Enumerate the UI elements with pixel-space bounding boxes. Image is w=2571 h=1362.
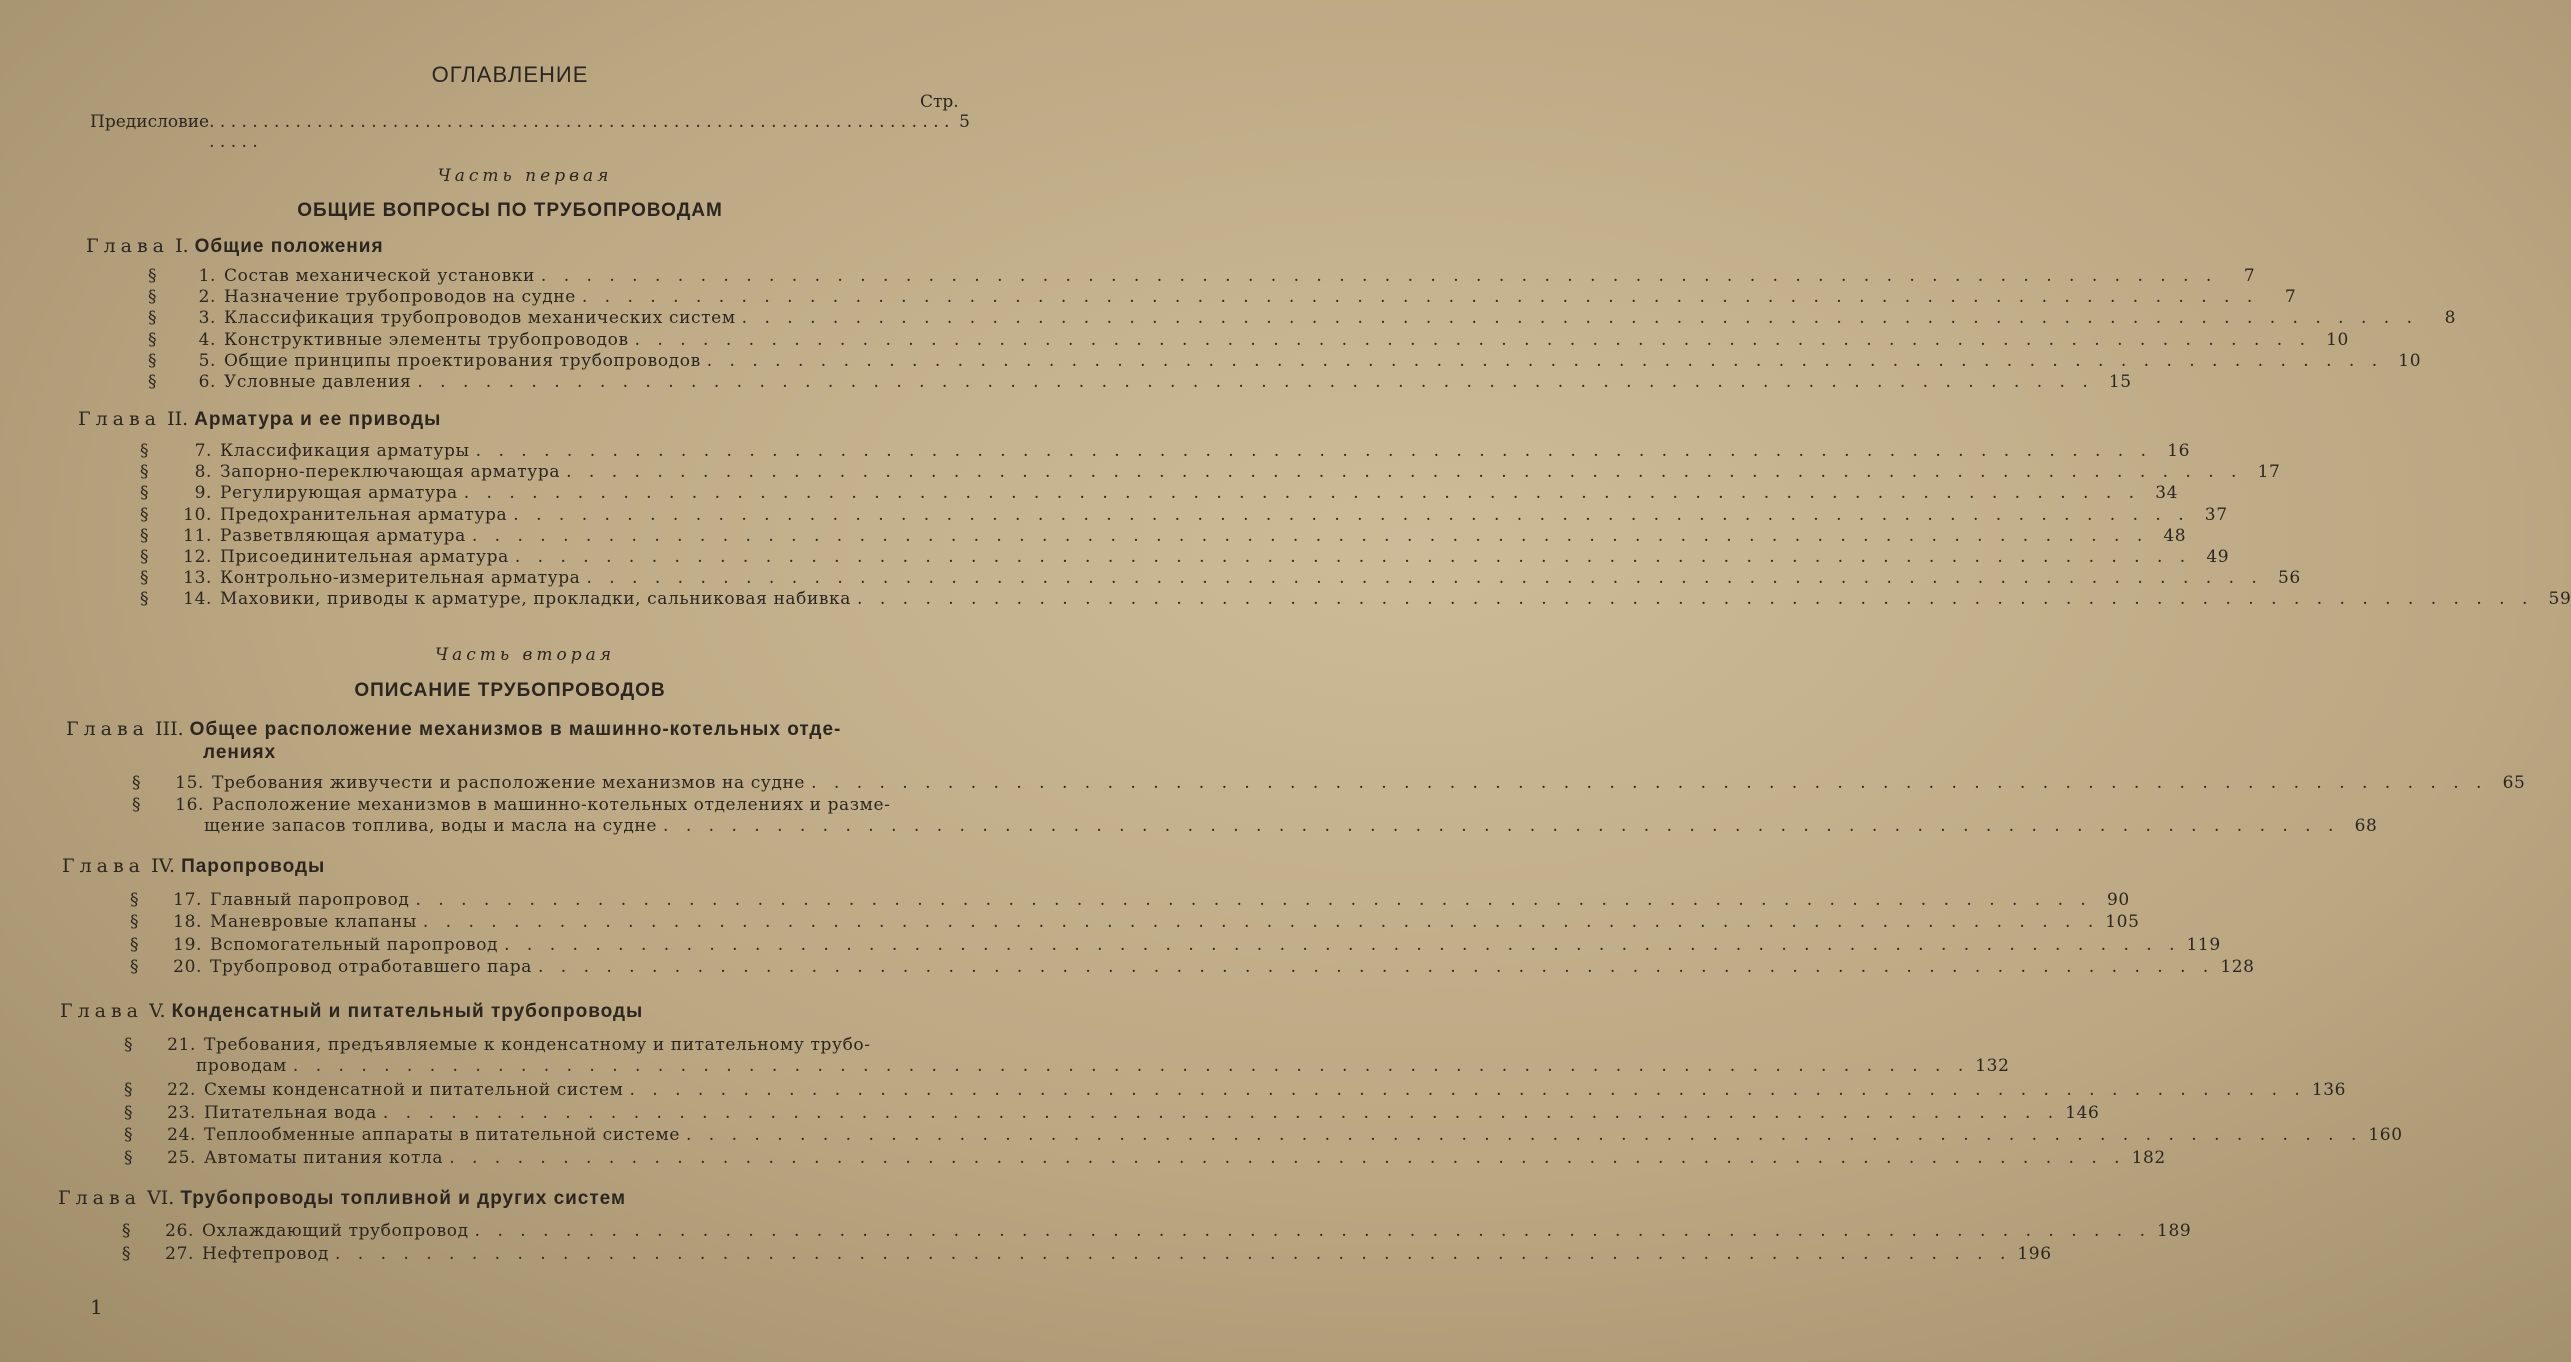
entry-number: 5.	[198, 350, 216, 371]
entry-number: 8.	[194, 462, 212, 483]
entry-text: Регулирующая арматура	[220, 483, 458, 504]
entry-number: 12.	[183, 547, 212, 567]
section-symbol: §	[132, 794, 142, 815]
toc-entry	[148, 287, 2297, 308]
leader-dots: . . . . . . . . . . . . . . . . . . . . . . . . . . . . . . . . . . . . . . . . . . . . . . . . . . . . . . . . . . . . . . . . . . . . . . . . . .	[741, 308, 2419, 329]
entry-text: Автоматы питания котла	[204, 1147, 444, 1168]
section-symbol: §	[124, 1080, 134, 1100]
entry-number: 6.	[198, 372, 216, 392]
entry-text: Маховики, приводы к арматуре, прокладки, сальниковая набивка	[220, 589, 852, 610]
page-title: ОГЛАВЛЕНИЕ	[431, 62, 589, 87]
entry-text: Классификация арматуры	[220, 441, 470, 461]
section-symbol: §	[140, 441, 150, 461]
section-symbol: §	[130, 934, 140, 955]
leader-dots: . . . . . . . . . . . . . . . . . . . . . . . . . . . . . . . . . . . . . . . . . . . . . . . . . . . . . . . . . . . . . . . . . . . . . . . . . .	[581, 287, 2259, 308]
entry-number: 18.	[173, 912, 202, 933]
toc-entry	[124, 1102, 2100, 1124]
entry-page: 105	[2105, 912, 2140, 933]
entry-page: 15	[2108, 372, 2132, 392]
entry-line	[132, 815, 2378, 837]
entry-text: Теплообменные аппараты в питательной системе	[204, 1125, 680, 1145]
section-symbol: §	[124, 1035, 134, 1055]
part-heading: ОБЩИЕ ВОПРОСЫ ПО ТРУБОПРОВОДАМ	[297, 200, 723, 221]
entry-number: 9.	[194, 483, 212, 504]
entry-page: 136	[2311, 1080, 2347, 1100]
entry-number: 10.	[183, 504, 212, 525]
chapter-word: Глава	[58, 1187, 142, 1209]
entry-page: 5	[959, 112, 970, 132]
entry-text: Трубопровод отработавшего пара	[210, 956, 532, 977]
section-symbol: §	[140, 483, 150, 504]
entry-page: 196	[2017, 1243, 2052, 1264]
entry-text: Предисловие	[90, 112, 210, 132]
section-symbol: §	[148, 308, 158, 329]
leader-dots: . . . . . . . . . . . . . . . . . . . . . . . . . . . . . . . . . . . . . . . . . . . . . . . . . . . . . . . . . . . . . . . . . . . . . . . . . .	[382, 1102, 2060, 1123]
toc-entry	[132, 773, 2526, 794]
entry-number: 2.	[198, 287, 216, 308]
entry-text: Общие принципы проектирования трубопроводов	[224, 350, 701, 371]
leader-dots: . . . . . . . . . . . . . . . . . . . . . . . . . . . . . . . . . . . . . . . . . . . . . . . . . . . . . . . . . . . . . . . . . . . . . . . . . .	[209, 112, 950, 152]
leader-dots: . . . . . . . . . . . . . . . . . . . . . . . . . . . . . . . . . . . . . . . . . . . . . . . . . . . . . . . . . . . . . . . . . . . . . . . . . .	[811, 773, 2488, 793]
section-symbol: §	[130, 912, 140, 933]
chapter-word: Глава	[66, 718, 150, 740]
entry-number: 13.	[183, 568, 212, 589]
entry-number: 26.	[165, 1221, 194, 1241]
chapter-heading	[78, 408, 441, 431]
chapter-name-continued: лениях	[203, 742, 277, 763]
toc-entry	[130, 956, 2255, 978]
entry-text-continued: щение запасов топлива, воды и масла на судне	[204, 815, 658, 836]
entry-number: 23.	[167, 1102, 196, 1123]
toc-entry-preface	[90, 112, 970, 152]
section-symbol: §	[122, 1243, 132, 1264]
chapter-number: I.	[175, 235, 189, 257]
section-symbol: §	[130, 956, 140, 977]
entry-number: 15.	[175, 773, 204, 793]
entry-page: 7	[2284, 287, 2297, 308]
leader-dots: . . . . . . . . . . . . . . . . . . . . . . . . . . . . . . . . . . . . . . . . . . . . . . . . . . . . . . . . . . . . . . . . . . . . . . . . . .	[566, 462, 2243, 483]
chapter-heading	[62, 855, 325, 878]
entry-page: 160	[2368, 1125, 2403, 1145]
toc-entry	[148, 329, 2349, 351]
section-symbol: §	[132, 773, 142, 793]
chapter-name: Паропроводы	[181, 856, 326, 877]
entry-text: Запорно-переключающая арматура	[220, 462, 561, 483]
section-symbol: §	[140, 589, 150, 610]
page-column-label: Стр.	[920, 92, 959, 112]
entry-text: Присоединительная арматура	[220, 547, 509, 567]
entry-text: Расположение механизмов в машинно-котельных отделениях и разме-	[212, 794, 891, 815]
chapter-word: Глава	[60, 1000, 144, 1022]
entry-number: 16.	[175, 794, 204, 815]
entry-page: 8	[2444, 308, 2457, 329]
toc-entry	[140, 568, 2301, 589]
entry-page: 132	[1975, 1056, 2010, 1076]
leader-dots: . . . . . . . . . . . . . . . . . . . . . . . . . . . . . . . . . . . . . . . . . . . . . . . . . . . . . . . . . . . . . . . . . . . . . . . . . .	[417, 372, 2094, 392]
chapter-number: III.	[155, 718, 184, 740]
entry-number: 17.	[173, 890, 202, 910]
leader-dots: . . . . . . . . . . . . . . . . . . . . . . . . . . . . . . . . . . . . . . . . . . . . . . . . . . . . . . . . . . . . . . . . . . . . . . . . . .	[474, 1221, 2152, 1241]
toc-entry	[140, 547, 2230, 568]
leader-dots: . . . . . . . . . . . . . . . . . . . . . . . . . . . . . . . . . . . . . . . . . . . . . . . . . . . . . . . . . . . . . . . . . . . . . . . . . .	[537, 956, 2215, 977]
entry-page: 7	[2243, 266, 2256, 286]
leader-dots: . . . . . . . . . . . . . . . . . . . . . . . . . . . . . . . . . . . . . . . . . . . . . . . . . . . . . . . . . . . . . . . . . . . . . . . . . .	[475, 441, 2153, 461]
chapter-heading	[66, 718, 946, 764]
section-symbol: §	[148, 372, 158, 392]
entry-text: Состав механической установки	[224, 266, 535, 286]
entry-number: 4.	[198, 329, 216, 350]
entry-text: Маневровые клапаны	[210, 912, 417, 933]
entry-text: Условные давления	[224, 372, 412, 392]
leader-dots: . . . . . . . . . . . . . . . . . . . . . . . . . . . . . . . . . . . . . . . . . . . . . . . . . . . . . . . . . . . . . . . . . . . . . . . . . .	[292, 1056, 1970, 1076]
section-symbol: §	[140, 525, 150, 546]
chapter-name: Общее расположение механизмов в машинно-котельных отде-	[189, 719, 842, 740]
toc-entry	[132, 794, 2378, 837]
toc-entry	[140, 589, 2571, 610]
entry-number: 21.	[167, 1035, 196, 1055]
leader-dots: . . . . . . . . . . . . . . . . . . . . . . . . . . . . . . . . . . . . . . . . . . . . . . . . . . . . . . . . . . . . . . . . . . . . . . . . . .	[504, 934, 2181, 955]
entry-text: Схемы конденсатной и питательной систем	[204, 1080, 624, 1100]
toc-entry	[122, 1221, 2192, 1242]
part-label: Часть первая	[437, 166, 613, 186]
entry-page: 34	[2155, 483, 2179, 504]
toc-entry	[122, 1243, 2052, 1265]
chapter-number: V.	[149, 1000, 166, 1022]
entry-text: Главный паропровод	[210, 890, 410, 910]
entry-page: 68	[2354, 815, 2378, 836]
entry-page: 49	[2206, 547, 2230, 567]
toc-entry	[140, 525, 2187, 547]
leader-dots: . . . . . . . . . . . . . . . . . . . . . . . . . . . . . . . . . . . . . . . . . . . . . . . . . . . . . . . . . . . . . . . . . . . . . . . . . .	[706, 350, 2384, 371]
chapter-number: IV.	[151, 855, 176, 877]
entry-text: Питательная вода	[204, 1102, 377, 1123]
toc-entry	[148, 350, 2422, 372]
toc-entry	[124, 1080, 2347, 1101]
entry-text: Разветвляющая арматура	[220, 525, 466, 546]
chapter-number: II.	[167, 408, 189, 430]
section-symbol: §	[148, 266, 158, 286]
chapter-name: Трубопроводы топливной и других систем	[180, 1188, 627, 1209]
entry-page: 146	[2065, 1102, 2100, 1123]
leader-dots: . . . . . . . . . . . . . . . . . . . . . . . . . . . . . . . . . . . . . . . . . . . . . . . . . . . . . . . . . . . . . . . . . . . . . . . . . .	[629, 1080, 2306, 1100]
leader-dots: . . . . . . . . . . . . . . . . . . . . . . . . . . . . . . . . . . . . . . . . . . . . . . . . . . . . . . . . . . . . . . . . . . . . . . . . . .	[463, 483, 2141, 504]
section-symbol: §	[130, 890, 140, 910]
leader-dots: . . . . . . . . . . . . . . . . . . . . . . . . . . . . . . . . . . . . . . . . . . . . . . . . . . . . . . . . . . . . . . . . . . . . . . . . . .	[634, 329, 2311, 350]
entry-line	[132, 795, 992, 816]
chapter-name: Арматура и ее приводы	[194, 409, 442, 430]
toc-entry	[140, 483, 2179, 504]
entry-page: 56	[2277, 568, 2301, 589]
leader-dots: . . . . . . . . . . . . . . . . . . . . . . . . . . . . . . . . . . . . . . . . . . . . . . . . . . . . . . . . . . . . . . . . . . . . . . . . . .	[663, 815, 2340, 836]
entry-text: Охлаждающий трубопровод	[202, 1221, 469, 1241]
entry-text: Назначение трубопроводов на судне	[224, 287, 576, 308]
entry-text: Требования, предъявляемые к конденсатному и питательному трубо-	[204, 1035, 871, 1055]
chapter-heading	[60, 1000, 643, 1023]
entry-text-continued: проводам	[196, 1056, 287, 1076]
entry-number: 24.	[167, 1125, 196, 1145]
section-symbol: §	[140, 547, 150, 567]
chapter-word: Глава	[86, 235, 170, 257]
entry-number: 1.	[198, 266, 216, 286]
entry-page: 90	[2107, 890, 2130, 910]
toc-entry	[130, 912, 2140, 933]
chapter-word: Глава	[78, 408, 162, 430]
chapter-heading	[58, 1187, 626, 1210]
part-label: Часть вторая	[434, 645, 616, 665]
leader-dots: . . . . . . . . . . . . . . . . . . . . . . . . . . . . . . . . . . . . . . . . . . . . . . . . . . . . . . . . . . . . . . . . . . . . . . . . . .	[471, 525, 2149, 546]
entry-number: 14.	[183, 589, 212, 610]
entry-line	[124, 1035, 1002, 1056]
entry-text: Предохранительная арматура	[220, 504, 508, 525]
section-symbol: §	[140, 568, 150, 589]
toc-entry	[124, 1035, 2010, 1077]
entry-number: 3.	[198, 308, 216, 329]
section-symbol: §	[124, 1125, 134, 1145]
toc-entry	[124, 1125, 2403, 1146]
entry-page: 16	[2167, 441, 2191, 461]
toc-entry	[148, 266, 2256, 287]
entry-page: 17	[2257, 462, 2281, 483]
leader-dots: . . . . . . . . . . . . . . . . . . . . . . . . . . . . . . . . . . . . . . . . . . . . . . . . . . . . . . . . . . . . . . . . . . . . . . . . . .	[586, 568, 2263, 589]
toc-entry	[130, 890, 2130, 911]
leader-dots: . . . . . . . . . . . . . . . . . . . . . . . . . . . . . . . . . . . . . . . . . . . . . . . . . . . . . . . . . . . . . . . . . . . . . . . . . .	[422, 912, 2100, 933]
chapter-heading	[86, 235, 384, 258]
chapter-number: VI.	[147, 1187, 175, 1209]
part-heading: ОПИСАНИЕ ТРУБОПРОВОДОВ	[354, 680, 666, 701]
leader-dots: . . . . . . . . . . . . . . . . . . . . . . . . . . . . . . . . . . . . . . . . . . . . . . . . . . . . . . . . . . . . . . . . . . . . . . . . . .	[415, 890, 2092, 910]
toc-entry	[124, 1147, 2166, 1169]
section-symbol: §	[124, 1102, 134, 1123]
toc-entry	[140, 462, 2281, 483]
entry-text: Классификация трубопроводов механических систем	[224, 308, 736, 329]
toc-entry	[148, 308, 2457, 329]
entry-page: 128	[2220, 956, 2255, 977]
entry-page: 189	[2157, 1221, 2192, 1241]
leader-dots: . . . . . . . . . . . . . . . . . . . . . . . . . . . . . . . . . . . . . . . . . . . . . . . . . . . . . . . . . . . . . . . . . . . . . . . . . .	[334, 1243, 2012, 1264]
section-symbol: §	[122, 1221, 132, 1241]
entry-line	[124, 1056, 2010, 1077]
leader-dots: . . . . . . . . . . . . . . . . . . . . . . . . . . . . . . . . . . . . . . . . . . . . . . . . . . . . . . . . . . . . . . . . . . . . . . . . . .	[513, 504, 2190, 525]
entry-page: 10	[2398, 350, 2422, 371]
chapter-name: Конденсатный и питательный трубопроводы	[171, 1001, 644, 1022]
toc-entry	[148, 372, 2132, 393]
leader-dots: . . . . . . . . . . . . . . . . . . . . . . . . . . . . . . . . . . . . . . . . . . . . . . . . . . . . . . . . . . . . . . . . . . . . . . . . . .	[857, 589, 2534, 610]
leader-dots: . . . . . . . . . . . . . . . . . . . . . . . . . . . . . . . . . . . . . . . . . . . . . . . . . . . . . . . . . . . . . . . . . . . . . . . . . .	[449, 1147, 2126, 1168]
section-symbol: §	[148, 287, 158, 308]
section-symbol: §	[140, 462, 150, 483]
entry-page: 10	[2326, 329, 2349, 350]
entry-text: Требования живучести и расположение механизмов на судне	[212, 773, 806, 793]
section-symbol: §	[148, 329, 158, 350]
chapter-word: Глава	[62, 855, 146, 877]
chapter-name: Общие положения	[194, 236, 384, 257]
toc-entry	[130, 934, 2221, 956]
entry-number: 11.	[183, 525, 212, 546]
entry-text: Вспомогательный паропровод	[210, 934, 499, 955]
entry-number: 27.	[165, 1243, 194, 1264]
entry-number: 25.	[167, 1147, 196, 1168]
leader-dots: . . . . . . . . . . . . . . . . . . . . . . . . . . . . . . . . . . . . . . . . . . . . . . . . . . . . . . . . . . . . . . . . . . . . . . . . . .	[685, 1125, 2363, 1145]
toc-entry	[140, 441, 2191, 462]
entry-page: 59	[2548, 589, 2571, 610]
entry-page: 119	[2186, 934, 2221, 955]
entry-page: 48	[2163, 525, 2187, 546]
entry-text: Конструктивные элементы трубопроводов	[224, 329, 629, 350]
entry-page: 37	[2204, 504, 2228, 525]
entry-text: Нефтепровод	[202, 1243, 329, 1264]
entry-number: 7.	[194, 441, 212, 461]
section-symbol: §	[148, 350, 158, 371]
section-symbol: §	[124, 1147, 134, 1168]
sheet-number: 1	[90, 1295, 103, 1319]
entry-text: Контрольно-измерительная арматура	[220, 568, 581, 589]
leader-dots: . . . . . . . . . . . . . . . . . . . . . . . . . . . . . . . . . . . . . . . . . . . . . . . . . . . . . . . . . . . . . . . . . . . . . . . . . .	[540, 266, 2218, 286]
entry-number: 22.	[167, 1080, 196, 1100]
entry-number: 20.	[173, 956, 202, 977]
section-symbol: §	[140, 504, 150, 525]
toc-entry	[140, 504, 2228, 526]
entry-page: 182	[2131, 1147, 2166, 1168]
leader-dots: . . . . . . . . . . . . . . . . . . . . . . . . . . . . . . . . . . . . . . . . . . . . . . . . . . . . . . . . . . . . . . . . . . . . . . . . . .	[514, 547, 2192, 567]
entry-number: 19.	[173, 934, 202, 955]
entry-page: 65	[2502, 773, 2526, 793]
